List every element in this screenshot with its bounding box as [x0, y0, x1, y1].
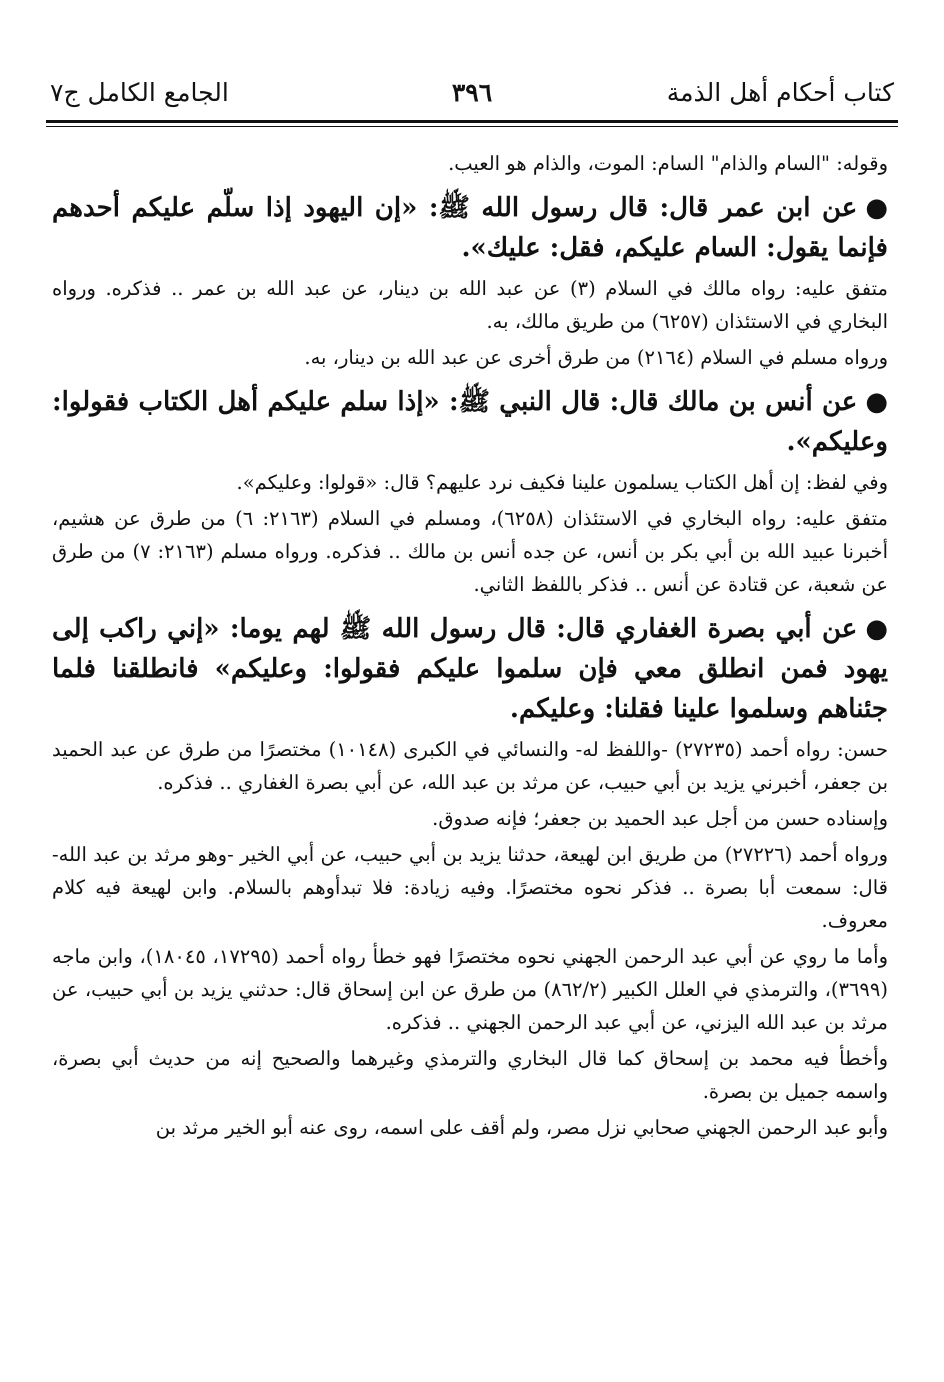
commentary-paragraph: [52, 341, 888, 374]
collection-title: الجامع الكامل ج٧: [50, 78, 229, 107]
paragraph-text: وفي لفظ: إن أهل الكتاب يسلمون علينا فكيف نرد عليهم؟ قال: «قولوا: وعليكم».: [236, 471, 888, 494]
hadith-paragraph: [52, 609, 888, 729]
commentary-paragraph: [52, 838, 888, 937]
commentary-paragraph: [52, 272, 888, 338]
paragraph-text: وأبو عبد الرحمن الجهني صحابي نزل مصر، ولم أقف على اسمه، روى عنه أبو الخير مرثد بن: [155, 1116, 888, 1139]
page-body: [52, 144, 888, 1147]
paragraph-text: عن أبي بصرة الغفاري قال: قال رسول الله ﷺ لهم يوما: «إني راكب إلى يهود فمن انطلق معي فإن سلموا عليكم فقولوا: وعليكم» فانطلقنا فلما جئناهم وسلموا علينا فقلنا: وعليكم.: [52, 614, 888, 724]
page-header: [50, 78, 894, 114]
page-number: ٣٩٦: [451, 78, 493, 107]
commentary-paragraph: [52, 802, 888, 835]
paragraph-text: متفق عليه: رواه مالك في السلام (٣) عن عبد الله بن دينار، عن عبد الله بن عمر .. فذكره. ورواه البخاري في الاستئذان (٦٢٥٧) من طريق مالك، به.: [52, 277, 888, 333]
paragraph-text: ورواه مسلم في السلام (٢١٦٤) من طرق أخرى عن عبد الله بن دينار، به.: [304, 346, 888, 369]
commentary-paragraph: [52, 940, 888, 1039]
header-rule-thick: [46, 120, 898, 123]
bullet-icon: ●: [865, 614, 888, 644]
paragraph-text: وأخطأ فيه محمد بن إسحاق كما قال البخاري والترمذي وغيرهما والصحيح إنه من حديث أبي بصرة، واسمه جميل بن بصرة.: [52, 1047, 888, 1103]
paragraph-text: وإسناده حسن من أجل عبد الحميد بن جعفر؛ فإنه صدوق.: [432, 807, 888, 830]
paragraph-text: حسن: رواه أحمد (٢٧٢٣٥) -واللفظ له- والنسائي في الكبرى (١٠١٤٨) مختصرًا من طرق عن عبد الحميد بن جعفر، أخبرني يزيد بن أبي حبيب، عن مرثد بن عبد الله، عن أبي بصرة الغفاري .. فذكره.: [52, 738, 889, 794]
paragraph-text: عن أنس بن مالك قال: قال النبي ﷺ: «إذا سلم عليكم أهل الكتاب فقولوا: وعليكم».: [52, 387, 888, 457]
commentary-paragraph: [52, 1042, 888, 1108]
header-rule-thin: [46, 126, 898, 127]
paragraph-text: متفق عليه: رواه البخاري في الاستئذان (٦٢٥٨)، ومسلم في السلام (٢١٦٣: ٦) من طرق عن هشيم، أخبرنا عبيد الله بن أبي بكر بن أنس، عن جده أنس بن مالك .. فذكره. ورواه مسلم (٢١٦٣: ٧) من طرق عن شعبة، عن قتادة عن أنس .. فذكر باللفظ الثاني.: [52, 507, 888, 596]
commentary-paragraph: [52, 733, 888, 799]
commentary-paragraph: [52, 466, 888, 499]
paragraph-text: وأما ما روي عن أبي عبد الرحمن الجهني نحوه مختصرًا فهو خطأ رواه أحمد (١٧٢٩٥، ١٨٠٤٥)، وابن ماجه (٣٦٩٩)، والترمذي في العلل الكبير (٨٦٢/٢) من طرق عن ابن إسحاق قال: حدثني يزيد بن أبي حبيب، عن مرثد بن عبد الله اليزني، عن أبي عبد الرحمن الجهني .. فذكره.: [52, 945, 888, 1034]
bullet-icon: ●: [865, 387, 888, 417]
bullet-icon: ●: [865, 193, 888, 223]
book-title: كتاب أحكام أهل الذمة: [666, 78, 894, 107]
hadith-paragraph: [52, 188, 888, 268]
hadith-paragraph: [52, 382, 888, 462]
commentary-paragraph: [52, 1111, 888, 1144]
commentary-paragraph: [52, 147, 888, 180]
paragraph-text: وقوله: "السام والذام" السام: الموت، والذام هو العيب.: [448, 152, 888, 175]
paragraph-text: عن ابن عمر قال: قال رسول الله ﷺ: «إن اليهود إذا سلّم عليكم أحدهم فإنما يقول: السام عليكم، فقل: عليك».: [52, 193, 888, 263]
paragraph-text: ورواه أحمد (٢٧٢٢٦) من طريق ابن لهيعة، حدثنا يزيد بن أبي حبيب، عن أبي الخير -وهو مرثد بن عبد الله- قال: سمعت أبا بصرة .. فذكر نحوه مختصرًا. وفيه زيادة: فلا تبدأوهم بالسلام. وابن لهيعة فيه كلام معروف.: [52, 843, 888, 932]
commentary-paragraph: [52, 502, 888, 601]
